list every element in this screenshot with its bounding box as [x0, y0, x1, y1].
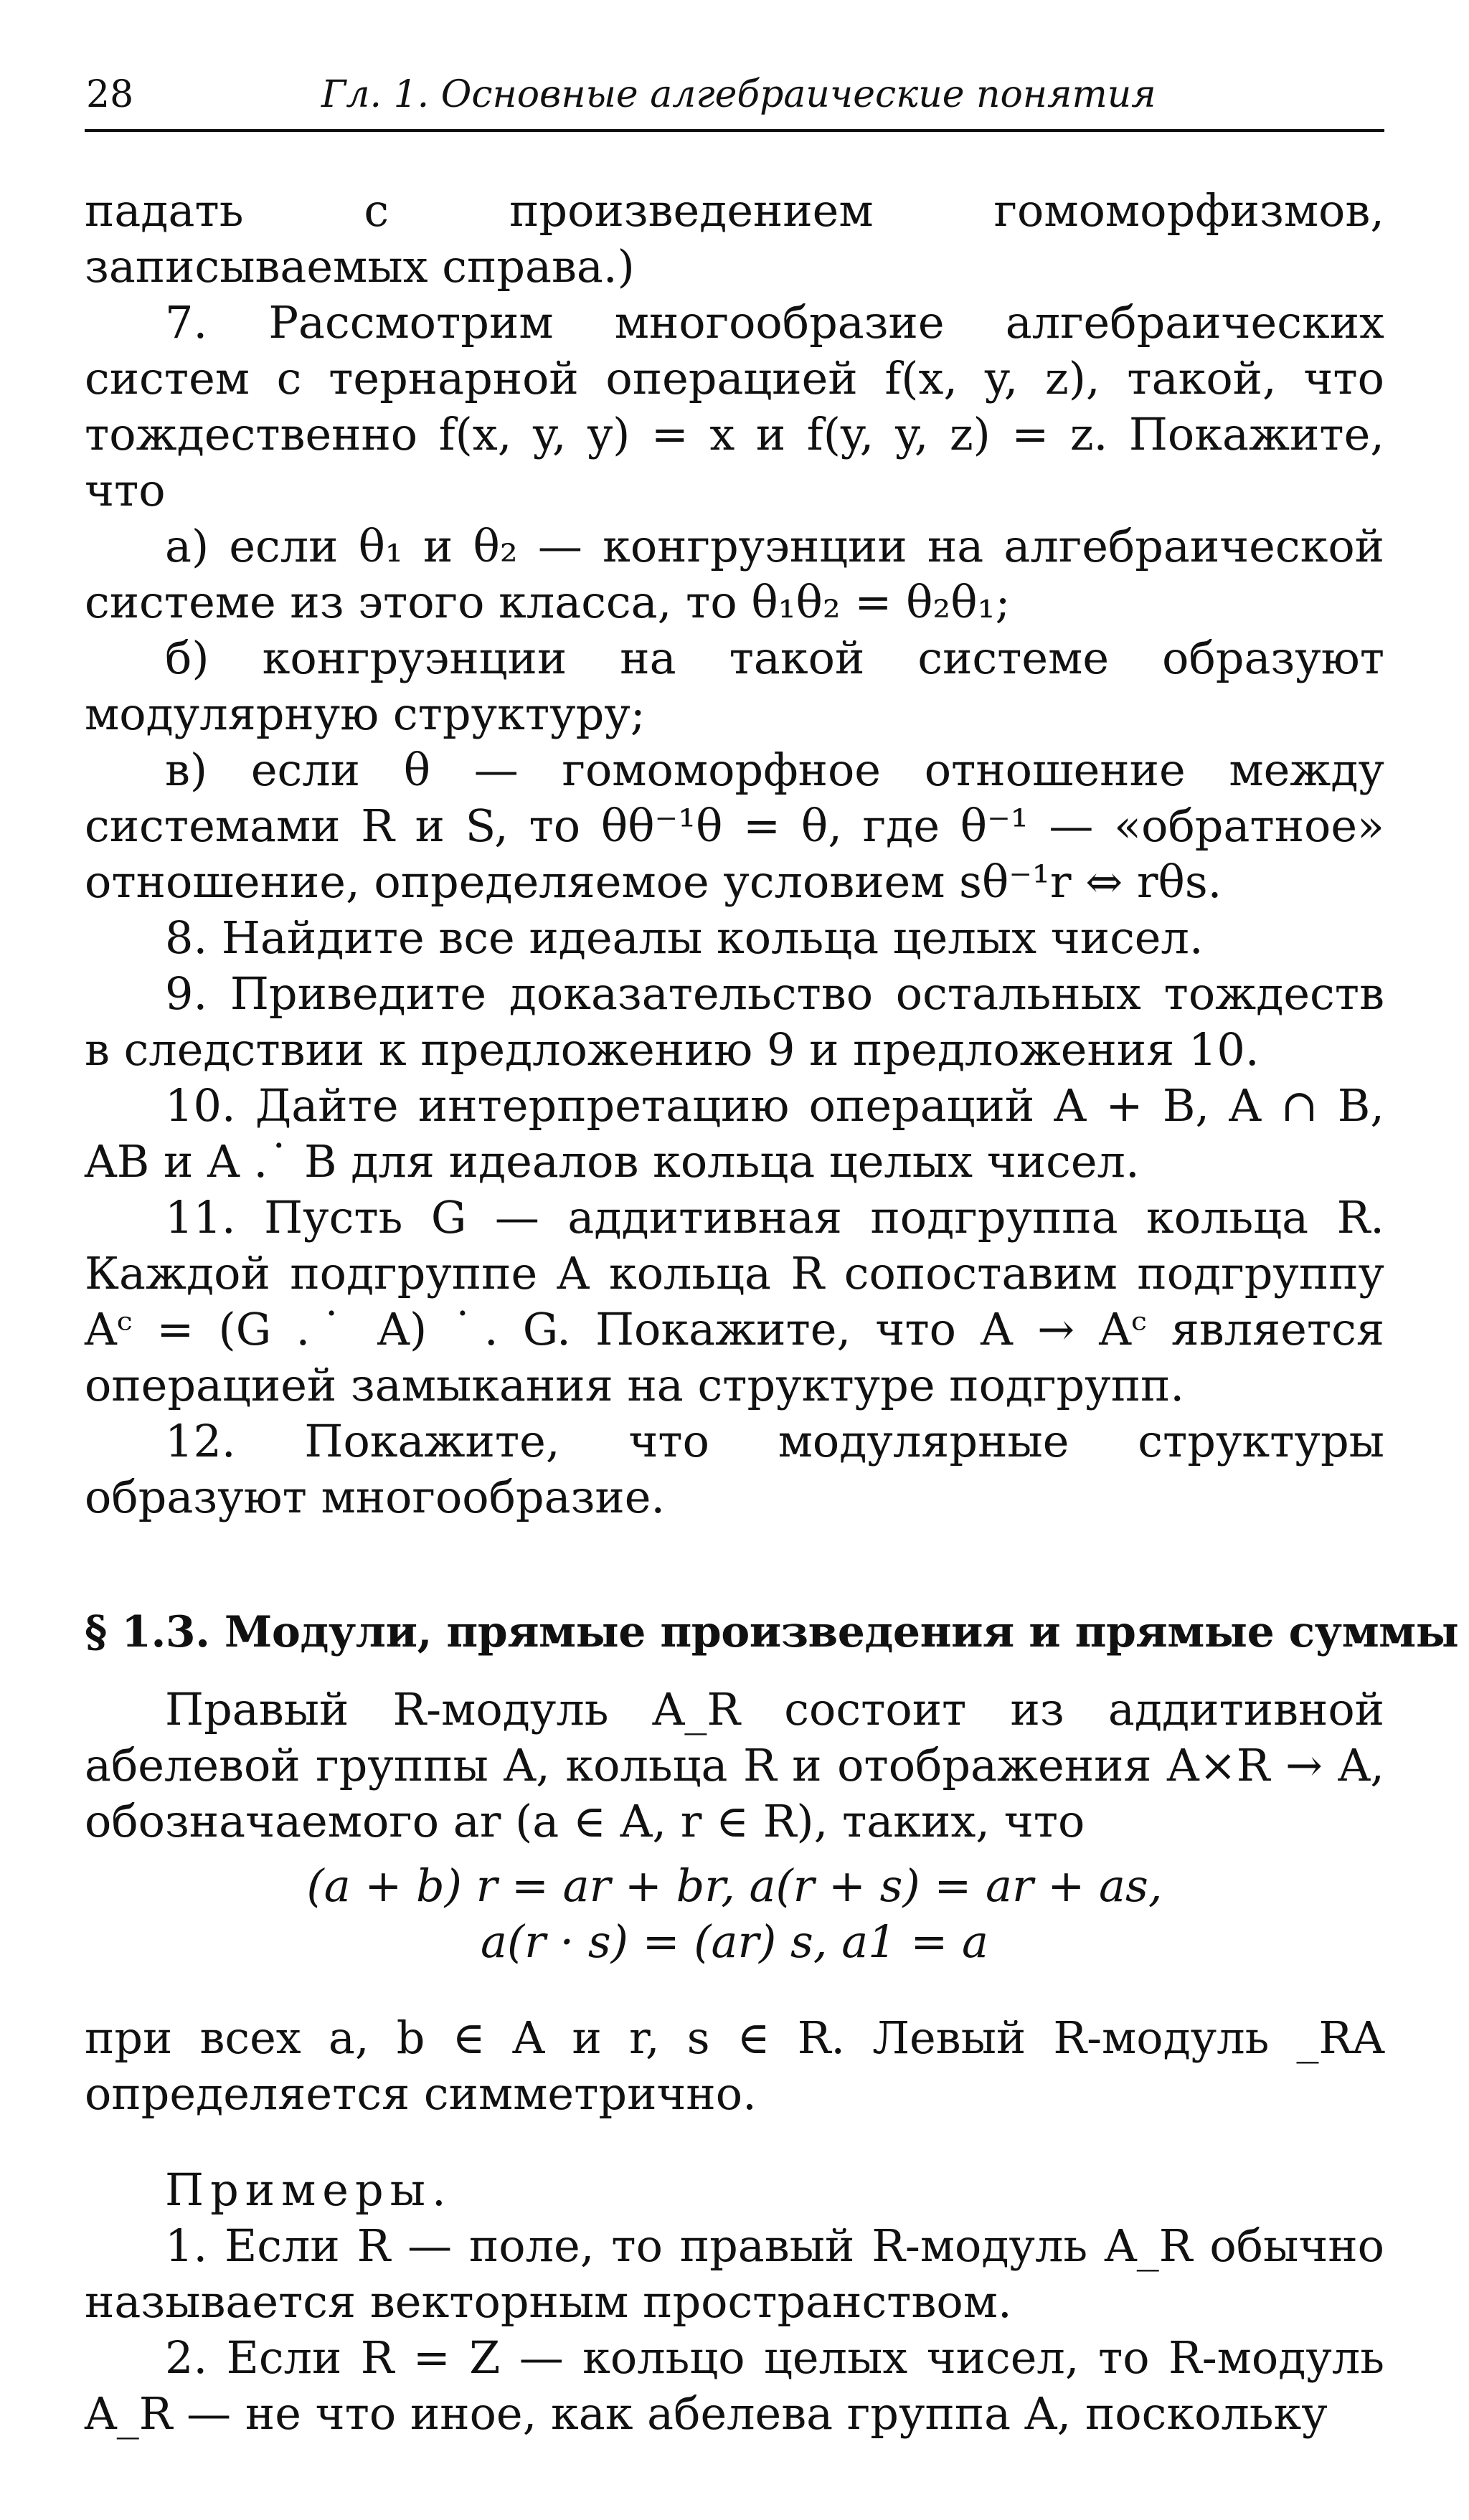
exercise-7b: б) конгруэнции на такой системе образуют модулярную структуру; — [85, 632, 1384, 740]
exercise-7: 7. Рассмотрим многообразие алгебраических систем с тернарной операцией f(x, y, z), такой, что тождественно f(x, y, y) = x и f(y, y, z) = z. Покажите, что — [85, 296, 1384, 516]
example-2: 2. Если R = Z — кольцо целых чисел, то R-модуль A_R — не что иное, как абелева группа A, поскольку — [85, 2331, 1384, 2440]
page-number: 28 — [86, 73, 134, 116]
formula-line-1: (a + b) r = ar + br, a(r + s) = ar + as, — [306, 1860, 1163, 1912]
section-intro: Правый R-модуль A_R состоит из аддитивной абелевой группы A, кольца R и отображения A×R → A, обозначаемого ar (a ∈ A, r ∈ R), таких, что — [85, 1683, 1384, 1847]
example-1: 1. Если R — поле, то правый R-модуль A_R обычно называется векторным пространством. — [85, 2220, 1384, 2328]
exercise-12: 12. Покажите, что модулярные структуры образуют многообразие. — [85, 1415, 1384, 1523]
exercise-9: 9. Приведите доказательство остальных тождеств в следствии к предложению 9 и предложения 10. — [85, 967, 1384, 1076]
exercise-11: 11. Пусть G — аддитивная подгруппа кольца R. Каждой подгруппе A кольца R сопоставим подгруппу Aᶜ = (G .˙ A) ˙. G. Покажите, что A → Aᶜ является операцией замыкания на структуре подгрупп. — [85, 1191, 1384, 1411]
exercise-7c: в) если θ — гомоморфное отношение между системами R и S, то θθ⁻¹θ = θ, где θ⁻¹ — «обратное» отношение, определяемое условием sθ⁻¹r ⇔ rθs. — [85, 744, 1384, 908]
exercise-7a: а) если θ₁ и θ₂ — конгруэнции на алгебраической системе из этого класса, то θ₁θ₂ = θ₂θ₁; — [85, 520, 1384, 628]
exercise-10: 10. Дайте интерпретацию операций A + B, A ∩ B, AB и A .˙ B для идеалов кольца целых чисел. — [85, 1079, 1384, 1188]
page-header — [85, 65, 1384, 132]
section-heading: § 1.3. Модули, прямые произведения и прямые суммы — [85, 1607, 1459, 1657]
examples-label: Примеры. — [165, 2164, 453, 2216]
running-title: Гл. 1. Основные алгебраические понятия — [321, 73, 1156, 116]
after-formula-text: при всех a, b ∈ A и r, s ∈ R. Левый R-модуль _RA определяется симметрично. — [85, 2012, 1384, 2120]
exercise-8: 8. Найдите все идеалы кольца целых чисел. — [165, 911, 1204, 964]
formula-line-2: a(r · s) = (ar) s, a1 = a — [481, 1915, 988, 1968]
paragraph-continuation: падать с произведением гомоморфизмов, записываемых справа.) — [85, 184, 1384, 293]
page-body — [85, 183, 1459, 2442]
